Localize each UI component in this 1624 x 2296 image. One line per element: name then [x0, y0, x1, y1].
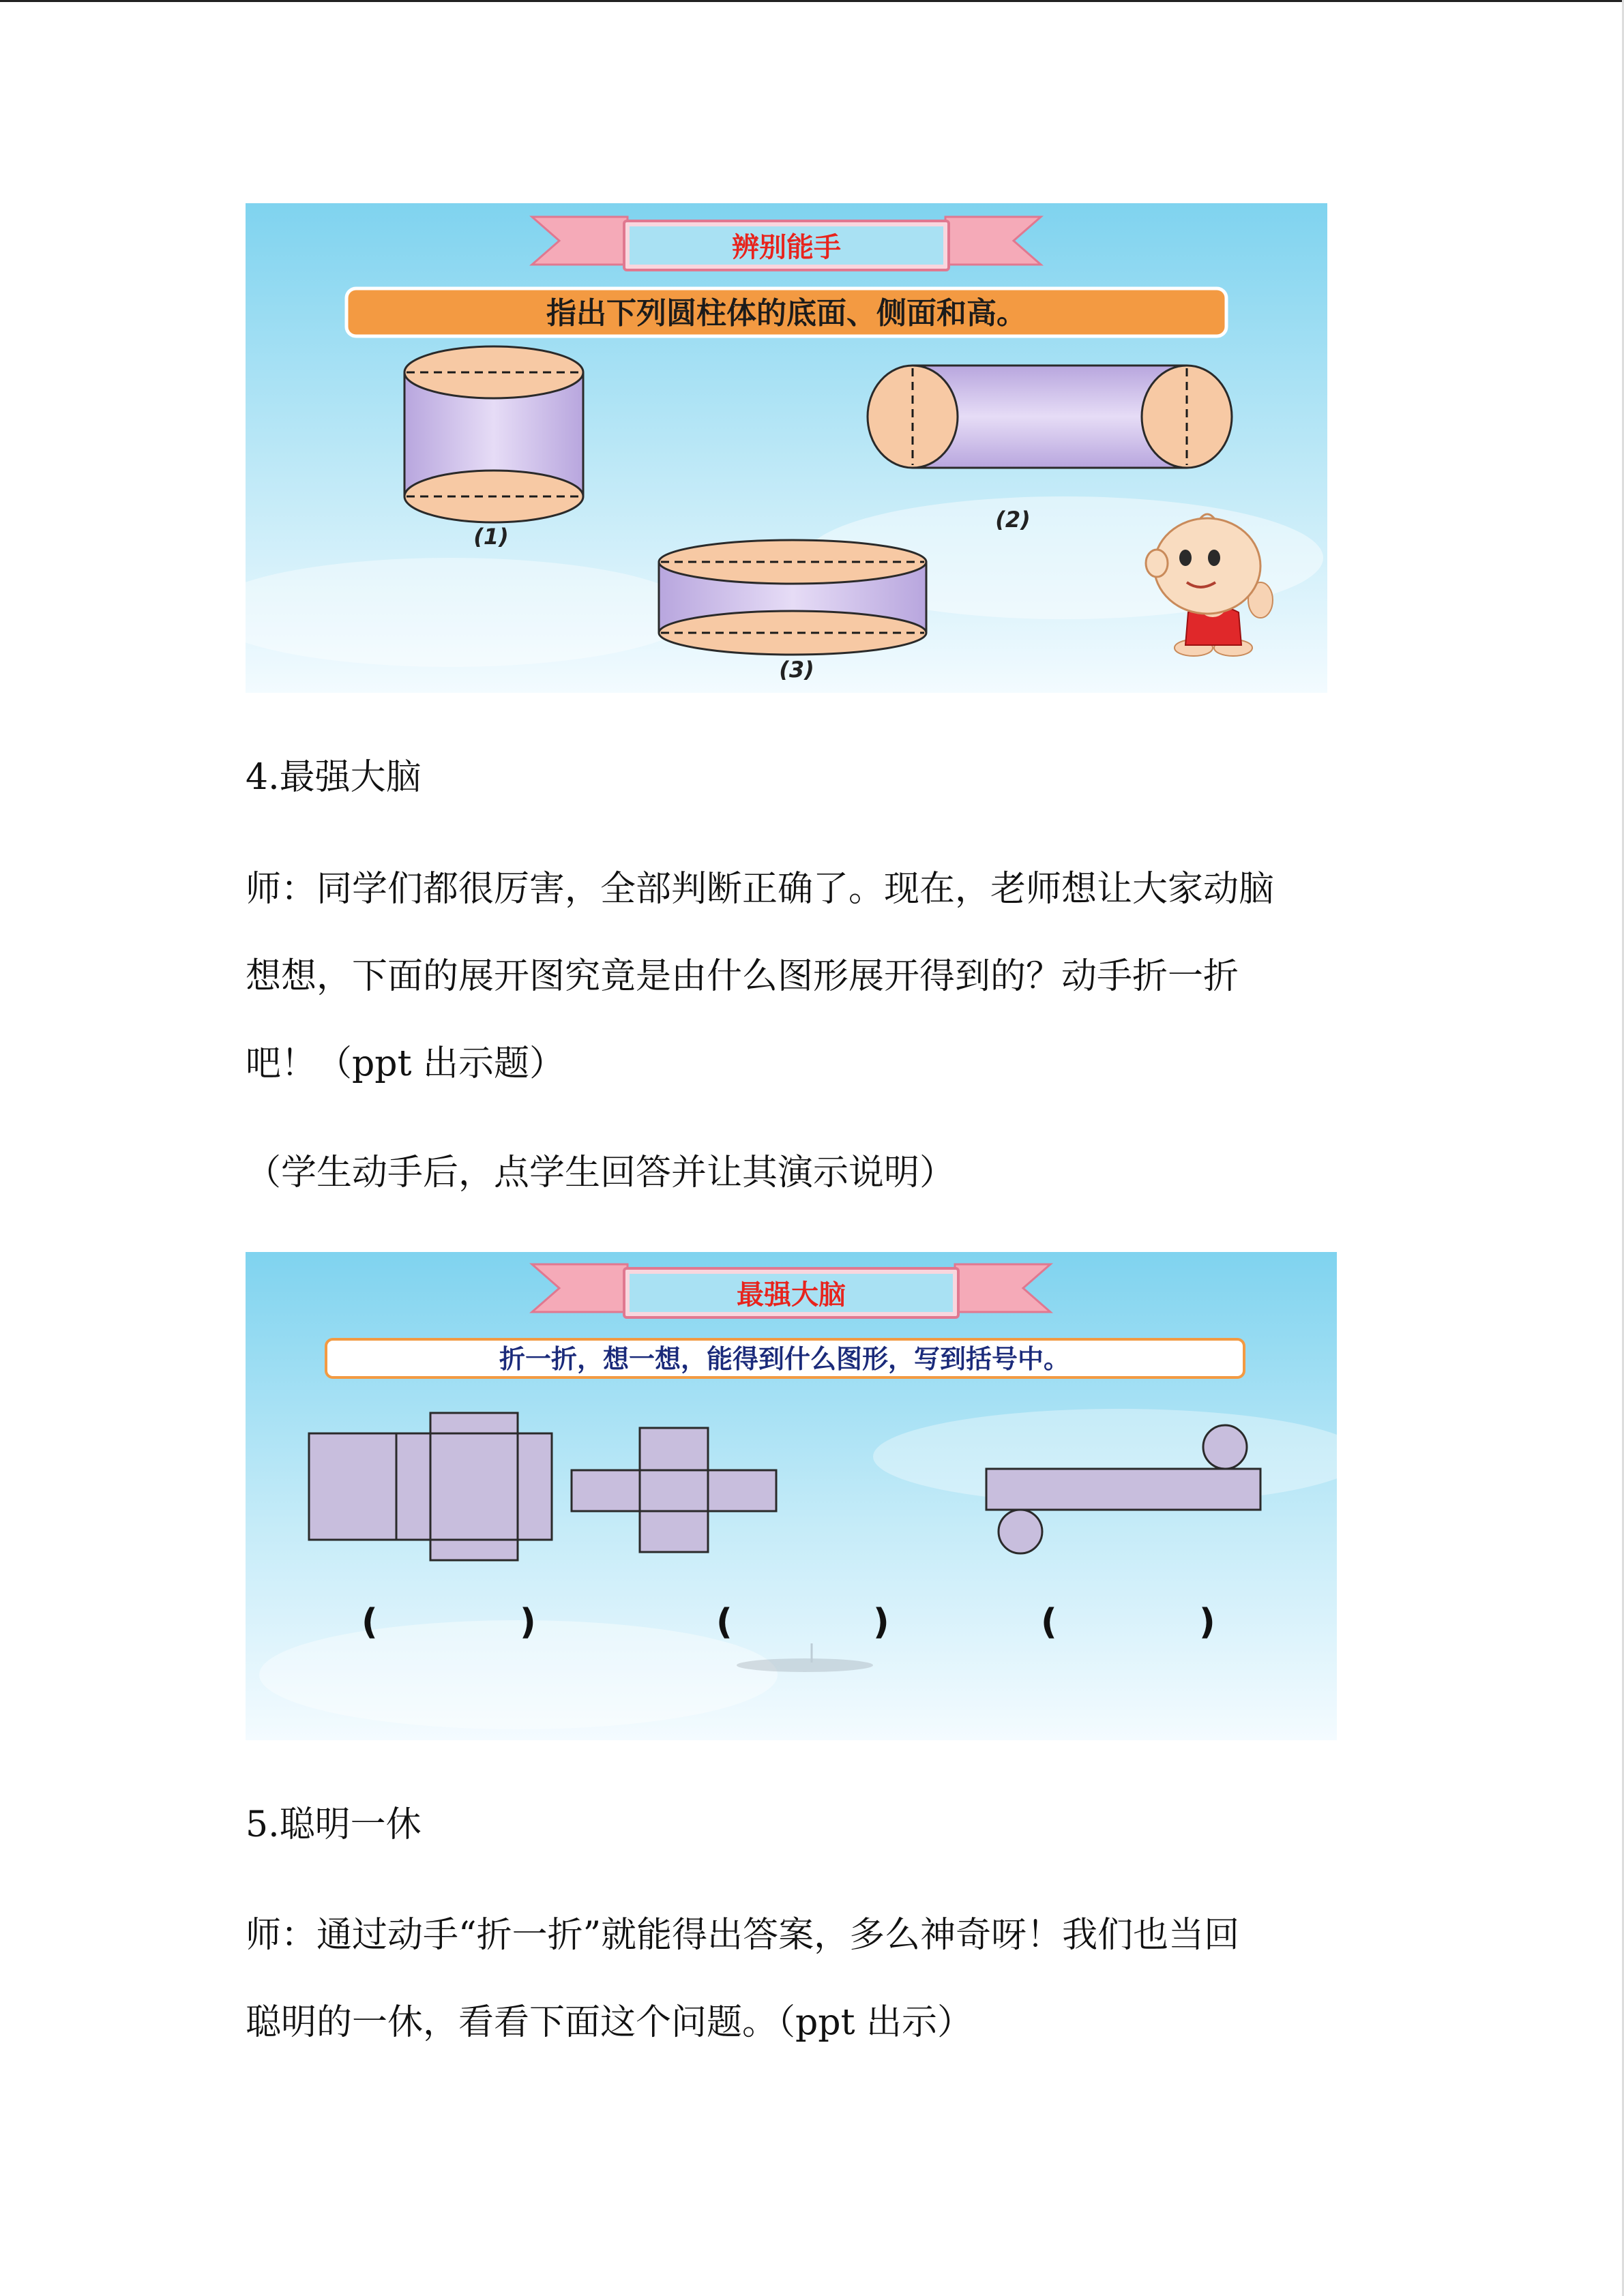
slide1-title: 辨别能手: [732, 232, 841, 263]
slide2-canvas: [246, 1252, 1337, 1740]
answer-blank-open[interactable]: (: [361, 1602, 378, 1643]
net-cuboid: [309, 1413, 552, 1560]
teacher-line: 想想，下面的展开图究竟是由什么图形展开得到的？动手折一折: [246, 956, 1239, 997]
teacher-line: 吧！（ppt 出示题）: [246, 1043, 565, 1084]
slide2-instruction: 折一折，想一想，能得到什么图形，写到括号中。: [499, 1344, 1070, 1374]
cylinder-2: [868, 366, 1232, 468]
answer-blank-open[interactable]: (: [1041, 1602, 1057, 1643]
answer-blank-close[interactable]: ): [873, 1602, 889, 1643]
section-5-heading: 5.聪明一休: [246, 1804, 422, 1845]
teacher-line: 师：通过动手“折一折”就能得出答案，多么神奇呀！我们也当回: [246, 1915, 1240, 1956]
cylinder-1-label: (1): [473, 524, 509, 550]
slide1-canvas: [246, 203, 1327, 693]
slide-identify-cylinders: [246, 203, 1327, 693]
teacher-line: 师：同学们都很厉害，全部判断正确了。现在，老师想让大家动脑: [246, 869, 1275, 910]
slide2-title: 最强大脑: [737, 1279, 846, 1311]
slide1-instruction: 指出下列圆柱体的底面、侧面和高。: [546, 296, 1027, 331]
teacher-line: 聪明的一休，看看下面这个问题。（ppt 出示）: [246, 2002, 973, 2043]
cylinder-3-label: (3): [779, 657, 814, 683]
student-note: （学生动手后，点学生回答并让其演示说明）: [246, 1152, 956, 1193]
cylinder-1: [404, 346, 583, 522]
page-top-border: [0, 0, 1624, 2]
answer-blank-close[interactable]: ): [520, 1602, 536, 1643]
answer-blank-open[interactable]: (: [716, 1602, 733, 1643]
section-4-heading: 4.最强大脑: [246, 757, 422, 798]
cylinder-2-label: (2): [995, 507, 1031, 533]
answer-blank-close[interactable]: ): [1199, 1602, 1215, 1643]
cylinder-3: [659, 540, 926, 655]
cloud: [259, 1620, 778, 1729]
slide-fold-nets: [246, 1252, 1337, 1740]
